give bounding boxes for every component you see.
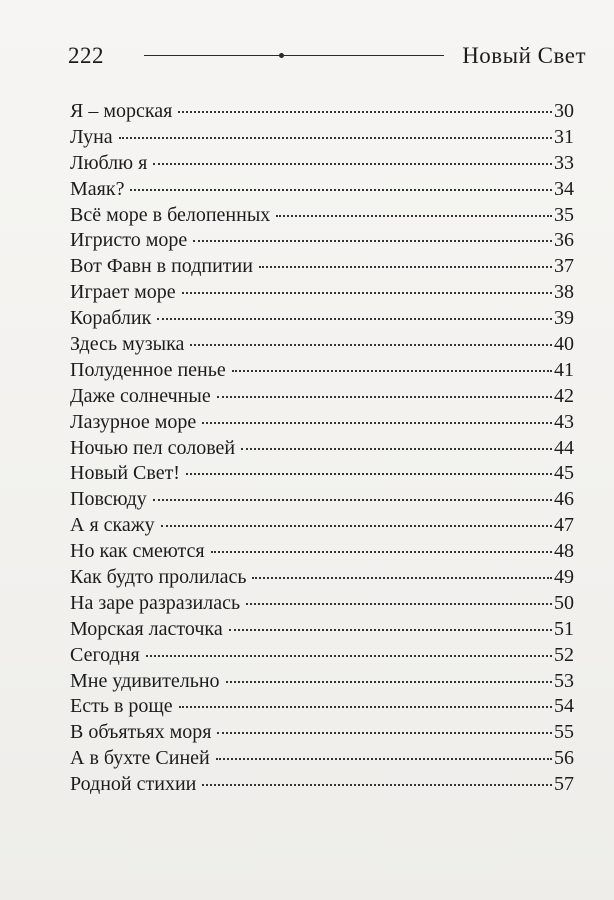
toc-entry-title: Родной стихии: [70, 773, 197, 796]
toc-entry-title: Вот Фавн в подпитии: [70, 255, 253, 278]
toc-entry-title: Ночью пел соловей: [70, 436, 236, 459]
toc-entry-title: Сегодня: [70, 643, 140, 666]
toc-entry-title: Я – морская: [70, 100, 173, 122]
toc-entry-page: 49: [554, 566, 574, 589]
toc-entry: [70, 746, 574, 772]
toc-entry-title: На заре разразилась: [70, 591, 241, 614]
toc-entry-page: 53: [554, 669, 574, 692]
toc-dot-leader: [259, 266, 552, 268]
toc-entry: [70, 643, 574, 669]
toc-dot-leader: [153, 163, 552, 165]
toc-entry-title: Как будто пролилась: [70, 566, 247, 589]
toc-entry-title: Маяк?: [70, 177, 125, 200]
toc-dot-leader: [153, 499, 552, 501]
toc-dot-leader: [211, 551, 552, 553]
toc-entry-page: 55: [554, 721, 574, 744]
toc-entry: [70, 487, 574, 513]
toc-entry-page: 44: [554, 436, 574, 459]
toc-dot-leader: [182, 292, 552, 294]
toc-entry-title: Повсюду: [70, 488, 147, 511]
toc-entry: [70, 539, 574, 565]
toc-dot-leader: [190, 344, 552, 346]
toc-entry: [70, 410, 574, 436]
toc-entry: [70, 358, 574, 384]
toc-entry: [70, 306, 574, 332]
toc-entry-page: 30: [554, 100, 574, 122]
toc-entry-page: 41: [554, 358, 574, 381]
toc-entry-title: Здесь музыка: [70, 333, 185, 356]
toc-entry-page: 37: [554, 255, 574, 278]
table-of-contents: [70, 99, 574, 798]
toc-entry-page: 31: [554, 125, 574, 148]
toc-entry-title: А в бухте Синей: [70, 747, 210, 770]
toc-dot-leader: [226, 681, 552, 683]
toc-entry-title: Люблю я: [70, 151, 148, 174]
toc-dot-leader: [276, 215, 552, 217]
page-number: 222: [68, 43, 104, 68]
toc-entry: [70, 228, 574, 254]
toc-entry-page: 46: [554, 488, 574, 511]
toc-entry-page: 57: [554, 773, 574, 796]
toc-entry-title: Новый Свет!: [70, 462, 180, 485]
toc-entry-page: 40: [554, 333, 574, 356]
toc-dot-leader: [229, 629, 552, 631]
running-header: [68, 40, 586, 72]
toc-entry: [70, 513, 574, 539]
toc-entry: [70, 254, 574, 280]
toc-dot-leader: [252, 577, 552, 579]
toc-entry: [70, 772, 574, 798]
toc-entry: [70, 436, 574, 462]
toc-entry: [70, 565, 574, 591]
toc-entry-page: 50: [554, 591, 574, 614]
header-rule-dot: [279, 53, 284, 58]
toc-dot-leader: [130, 189, 552, 191]
toc-entry-page: 35: [554, 203, 574, 226]
toc-entry: [70, 332, 574, 358]
book-title: Новый Свет: [462, 43, 586, 68]
toc-entry-title: Лазурное море: [70, 410, 197, 433]
toc-dot-leader: [193, 240, 552, 242]
toc-entry-page: 52: [554, 643, 574, 666]
header-rule: [144, 50, 444, 62]
toc-entry: [70, 151, 574, 177]
toc-dot-leader: [146, 655, 552, 657]
toc-entry-page: 56: [554, 747, 574, 770]
toc-dot-leader: [178, 111, 552, 113]
toc-entry-page: 33: [554, 151, 574, 174]
toc-entry-page: 38: [554, 281, 574, 304]
toc-entry-page: 36: [554, 229, 574, 252]
toc-dot-leader: [217, 732, 552, 734]
toc-entry-title: Всё море в белопенных: [70, 203, 271, 226]
toc-entry: [70, 203, 574, 229]
toc-dot-leader: [202, 784, 552, 786]
toc-dot-leader: [179, 706, 552, 708]
toc-entry: [70, 669, 574, 695]
toc-entry-page: 45: [554, 462, 574, 485]
toc-dot-leader: [246, 603, 552, 605]
toc-entry-page: 39: [554, 307, 574, 330]
toc-entry: [70, 384, 574, 410]
toc-entry-title: А я скажу: [70, 514, 155, 537]
toc-dot-leader: [232, 370, 552, 372]
toc-dot-leader: [202, 422, 552, 424]
toc-dot-leader: [119, 137, 552, 139]
toc-entry: [70, 720, 574, 746]
toc-entry: [70, 177, 574, 203]
toc-entry-page: 43: [554, 410, 574, 433]
toc-dot-leader: [157, 318, 552, 320]
toc-entry: [70, 461, 574, 487]
toc-dot-leader: [161, 525, 552, 527]
toc-entry-page: 34: [554, 177, 574, 200]
toc-entry: [70, 99, 574, 125]
toc-entry: [70, 591, 574, 617]
toc-entry-title: Игристо море: [70, 229, 188, 252]
toc-entry: [70, 617, 574, 643]
header-rule-line: [144, 55, 444, 56]
toc-entry-page: 54: [554, 695, 574, 718]
toc-entry-page: 47: [554, 514, 574, 537]
toc-dot-leader: [216, 758, 552, 760]
toc-entry-page: 48: [554, 540, 574, 563]
toc-entry-title: Кораблик: [70, 307, 152, 330]
toc-dot-leader: [217, 396, 552, 398]
toc-entry-title: В объятьях моря: [70, 721, 212, 744]
toc-entry-title: Морская ласточка: [70, 617, 223, 640]
toc-entry-title: Но как смеются: [70, 540, 205, 563]
toc-entry: [70, 280, 574, 306]
toc-entry-title: Мне удивительно: [70, 669, 220, 692]
toc-entry-page: 42: [554, 384, 574, 407]
toc-entry: [70, 694, 574, 720]
toc-entry-title: Играет море: [70, 281, 176, 304]
toc-entry-title: Даже солнечные: [70, 384, 211, 407]
toc-entry-title: Полуденное пенье: [70, 358, 226, 381]
toc-dot-leader: [241, 448, 552, 450]
toc-entry-page: 51: [554, 617, 574, 640]
toc-entry-title: Луна: [70, 125, 113, 148]
toc-dot-leader: [186, 473, 552, 475]
toc-entry-title: Есть в роще: [70, 695, 173, 718]
toc-entry: [70, 125, 574, 151]
